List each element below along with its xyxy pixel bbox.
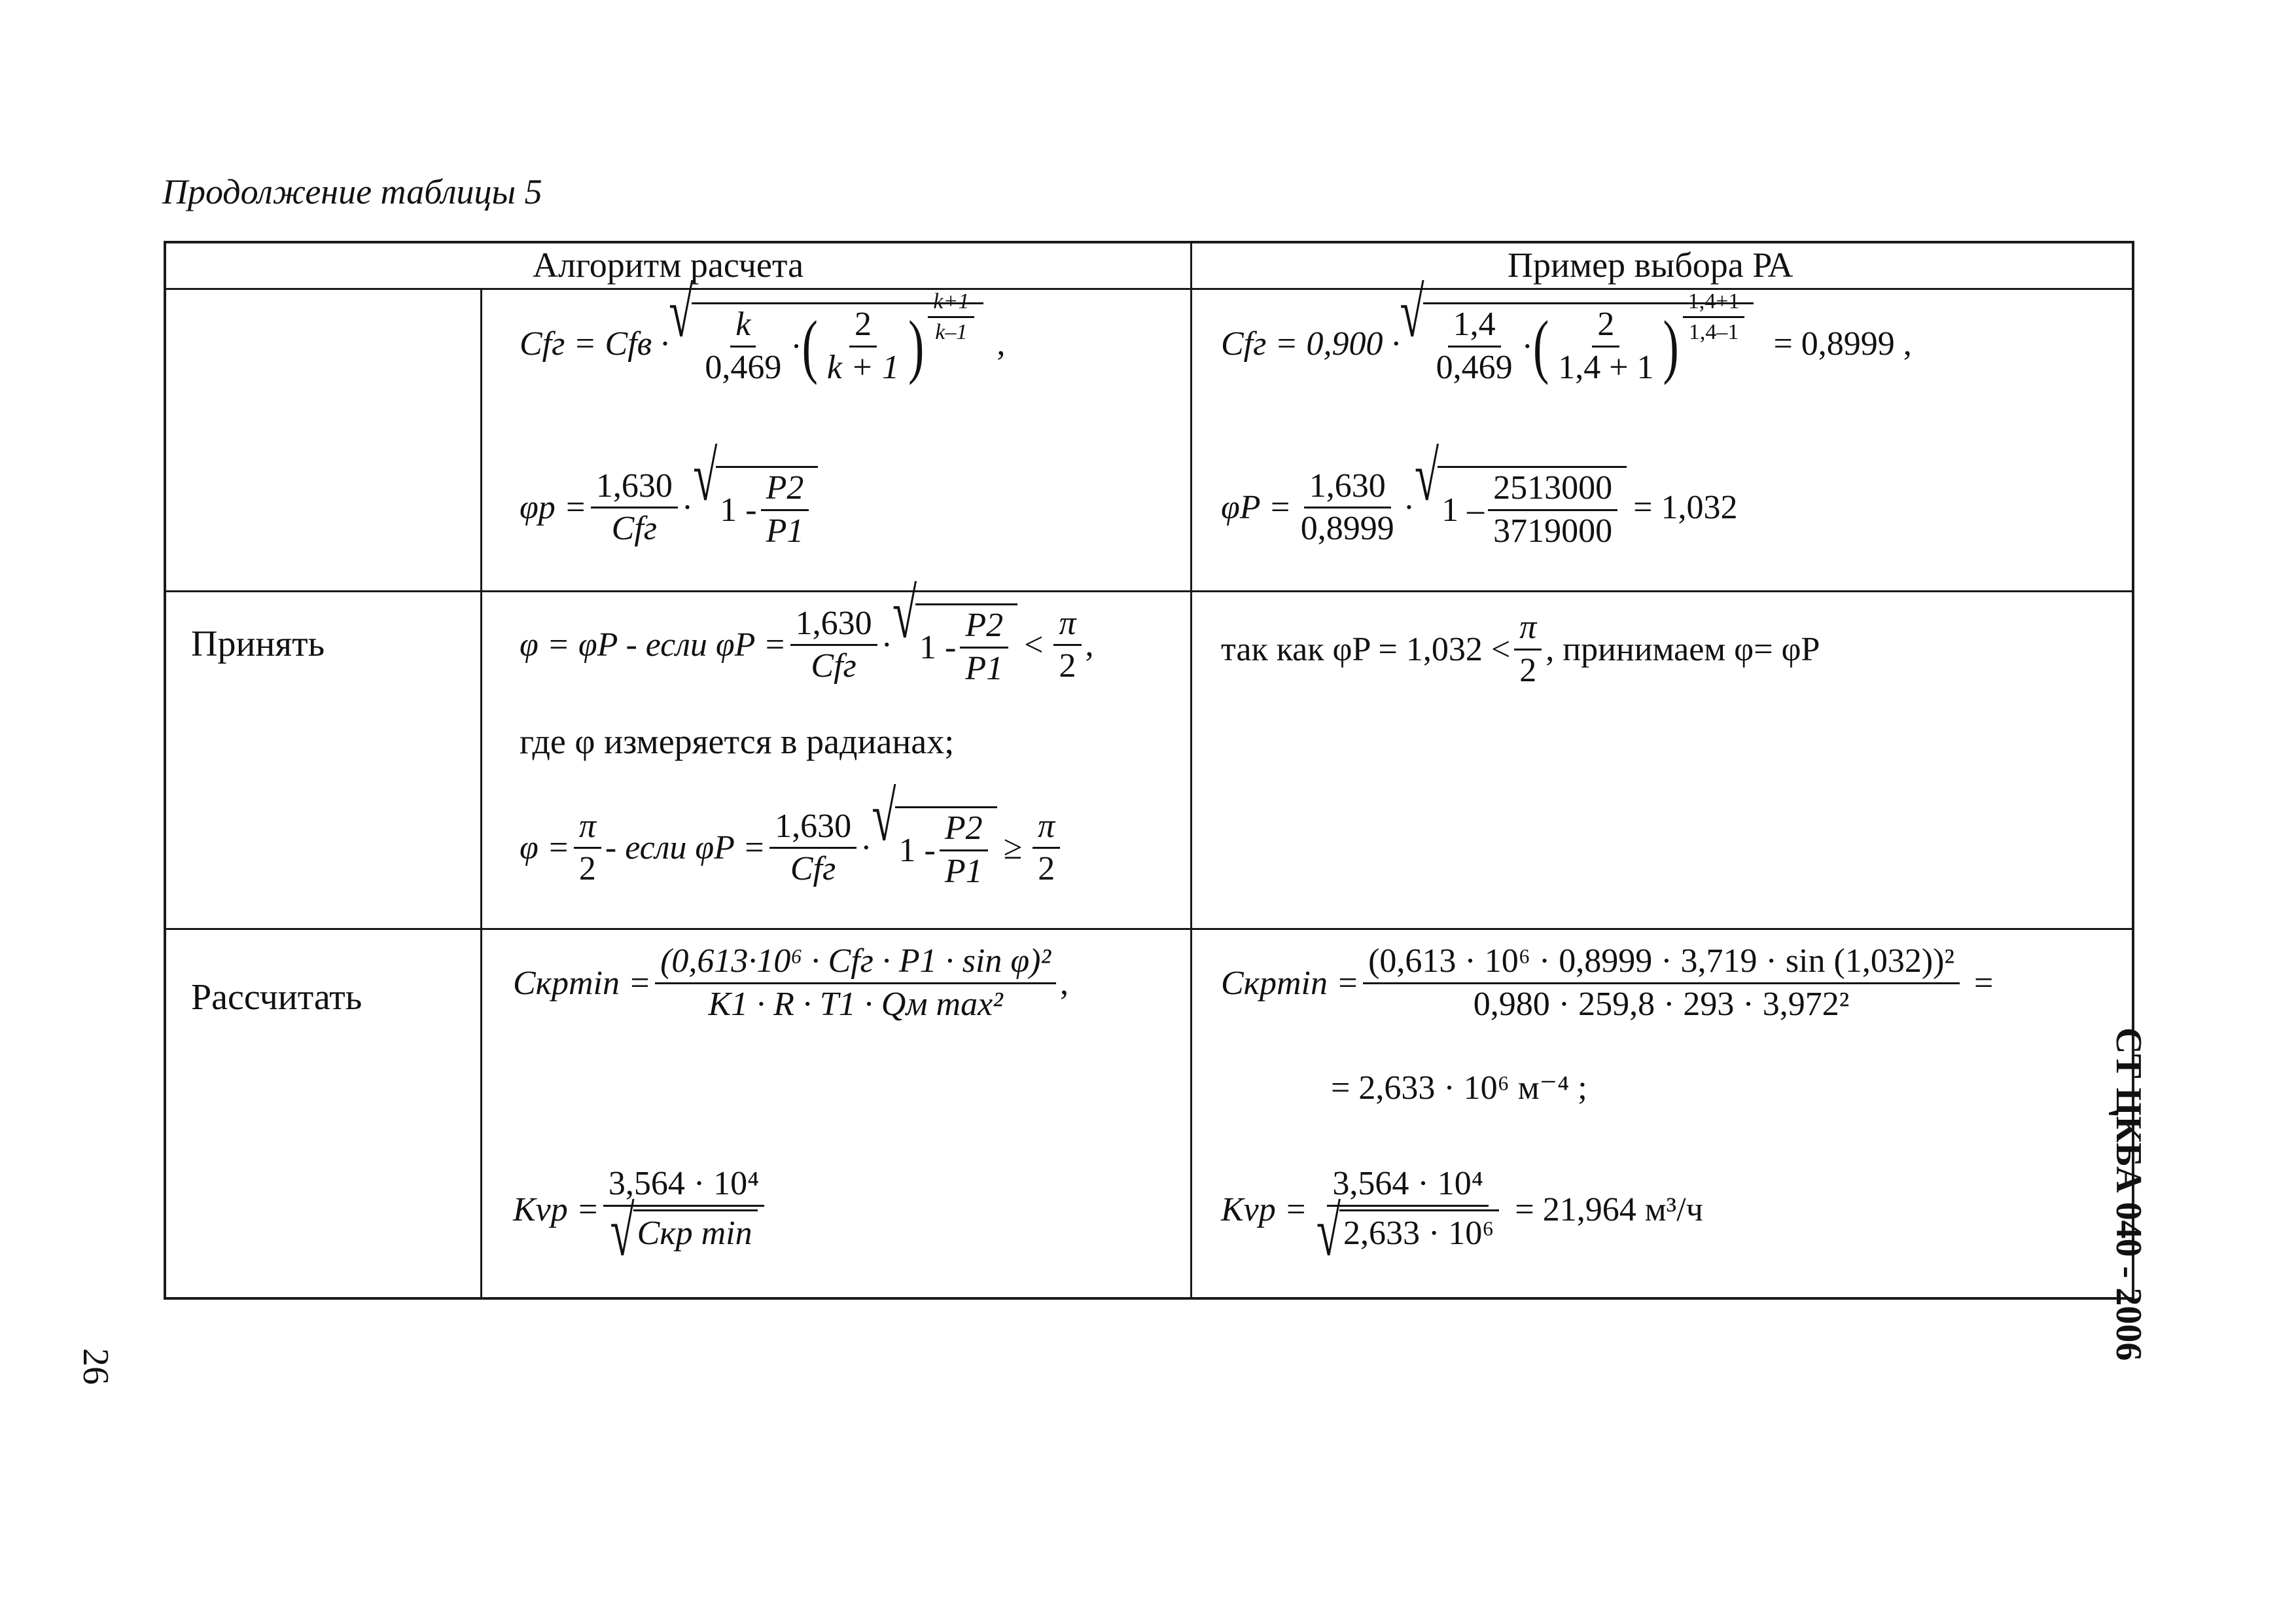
ex-cf-0469: 0,469 — [1436, 348, 1513, 386]
ex-phi-lhs: φP = — [1221, 489, 1292, 527]
document-code: СТ ЦКБА 040 - 2006 — [2108, 1027, 2149, 1361]
row-divider-2 — [166, 928, 2132, 930]
phi-p2: P2 — [761, 471, 809, 511]
cf-kp1: k + 1 — [826, 348, 900, 386]
formula-cf-algorithm — [520, 273, 1006, 386]
cf-exp-den: k–1 — [935, 319, 968, 344]
main-column-divider — [1190, 243, 1192, 1300]
ck-num: (0,613·10⁶ · Cfг · P1 · sin φ)² — [655, 944, 1056, 984]
ex-ck-eq: = — [1974, 964, 1994, 1002]
cf-k: k — [730, 307, 756, 348]
accept3-two: 2 — [578, 850, 596, 888]
ex-kv-result: = 21,964 м³/ч — [1515, 1191, 1703, 1229]
ex-phi-p2: 2513000 — [1488, 471, 1617, 511]
accept-ex-pi: π — [1514, 610, 1542, 651]
kv-num: 3,564 · 10⁴ — [603, 1166, 764, 1207]
accept-sqrt: √ 1 - $\frac{P2}{P1}$ — [892, 603, 1017, 687]
ck-tail: , — [1060, 964, 1069, 1002]
accept-lt: < — [1024, 626, 1044, 664]
formula-accept-line1: φ = φP - если φP = $\frac{1,630}{\text{Cfг}}$ · √ 1 - $\frac{P2}{P1}$ < $\frac{\pi}{2}$ , — [520, 574, 1094, 687]
ex-cf-result: = 0,8999 , — [1773, 325, 1912, 363]
accept-ex-b: , принимаем φ= φP — [1545, 630, 1820, 668]
ck-lhs: Cкpmin = — [513, 964, 652, 1002]
ex-phi-den: 0,8999 — [1300, 510, 1394, 548]
ex-kv-den: 2,633 · 10⁶ — [1339, 1209, 1499, 1254]
accept-p1: P1 — [965, 649, 1004, 687]
cf-sqrt: √ $\frac{k}{0,469}$ · ( $\frac{2}{k + 1}$ ) $\frac{k+1}{k-1}$ — [669, 302, 983, 385]
row-label-calculate: Рассчитать — [191, 977, 362, 1018]
ex-cf-exp-num: 1,4+1 — [1683, 290, 1745, 318]
ex-ck-den: 0,980 · 259,8 · 293 · 3,972² — [1473, 985, 1850, 1023]
ex-ck-num: (0,613 · 10⁶ · 0,8999 · 3,719 · sin (1,032))² — [1363, 944, 1960, 984]
accept-pi: π — [1053, 606, 1081, 647]
accept-den: Cfг — [811, 647, 857, 685]
ex-cf-14: 1,4 — [1448, 307, 1501, 348]
ex-ck-result: = 2,633 · 10⁶ м⁻⁴ ; — [1331, 1069, 1587, 1107]
phi-num: 1,630 — [591, 469, 678, 509]
ex-phi-sqrt: √ 1 – $\frac{2513000}{3719000}$ — [1415, 466, 1627, 549]
phi-den: Cfг — [611, 510, 658, 548]
ck-den: K1 · R · T1 · Qм max² — [708, 985, 1003, 1023]
formula-phi-example: φP = $\frac{1,630}{0,8999}$ · √ 1 – $\frac{2513000}{3719000}$ = 1,032 — [1221, 437, 1738, 550]
ex-phi-num: 1,630 — [1304, 469, 1391, 509]
accept3-pi: π — [574, 809, 601, 849]
kv-den: Cкp min — [633, 1209, 758, 1254]
ex-phi-p1: 3719000 — [1493, 512, 1613, 550]
accept3-ge: ≥ — [1003, 829, 1023, 867]
cf-lhs: Cfг = Cfв · — [520, 325, 669, 363]
formula-accept-example — [1221, 610, 1820, 688]
ex-kv-lhs: Kvp = — [1221, 1191, 1307, 1229]
accept3-one: 1 - — [898, 831, 936, 869]
formula-phi-algorithm: φp = $\frac{1,630}{\text{Cfг}}$ · √ 1 - $\frac{P2}{P1}$ — [520, 466, 818, 549]
ex-ck-lhs: Cкpmin = — [1221, 964, 1360, 1002]
cf-0469: 0,469 — [705, 348, 782, 386]
phi-lhs: φp = — [520, 489, 587, 527]
accept-line1-a: φ = φP - если φP = — [520, 626, 786, 664]
formula-kv-algorithm: Kvp = 3,564 · 10⁴ √ Cкp min — [513, 1166, 768, 1253]
ex-cf-sqrt: √ $\frac{1,4}{0,469}$ · ( $\frac{2}{1,4 + 1}$ ) $\frac{1,4+1}{1,4-1}$ — [1400, 302, 1754, 385]
ex-phi-result: = 1,032 — [1633, 489, 1738, 527]
table-caption: Продолжение таблицы 5 — [162, 172, 542, 211]
accept-ex-a: так как φP = 1,032 < — [1221, 630, 1511, 668]
ex-cf-two: 2 — [1592, 307, 1619, 348]
ex-cf-lhs: Cfг = 0,900 · — [1221, 325, 1400, 363]
formula-kv-example: Kvp = 3,564 · 10⁴ √ 2,633 · 10⁶ = 21,964 м³/ч — [1221, 1165, 1703, 1270]
phi-sqrt: √ 1 - $\frac{P2}{P1}$ — [693, 466, 818, 549]
calc-table — [164, 241, 2134, 1300]
accept-num: 1,630 — [790, 606, 877, 647]
ex-phi-one: 1 – — [1441, 491, 1485, 529]
accept-one: 1 - — [919, 628, 957, 666]
accept3-sqrt: √ 1 - $\frac{P2}{P1}$ — [872, 806, 997, 889]
cf-tail: , — [997, 325, 1006, 363]
formula-ck-algorithm — [513, 944, 1069, 1022]
accept-line3-a: φ = — [520, 829, 570, 867]
accept-line3-b: - если φP = — [605, 829, 766, 867]
formula-ck-example — [1221, 944, 1993, 1022]
accept3-p2: P2 — [940, 811, 988, 851]
accept3-p1: P1 — [944, 852, 983, 890]
page-number: 26 — [75, 1348, 116, 1385]
row-label-accept: Принять — [191, 624, 325, 664]
cf-exp-num: k+1 — [928, 290, 974, 318]
accept-ex-two: 2 — [1519, 651, 1537, 689]
ex-cf-141: 1,4 + 1 — [1558, 348, 1654, 386]
header-divider — [166, 288, 2132, 290]
accept3-two2: 2 — [1038, 850, 1055, 888]
row-divider-1 — [166, 590, 2132, 592]
accept-comma: , — [1085, 626, 1094, 664]
formula-accept-line3: φ = $\frac{\pi}{2}$ - если φP = $\frac{1,630}{\text{Cfг}}$ · √ 1 - $\frac{P2}{P1}$ ≥ $\frac{\pi}{2}$ — [520, 806, 1064, 889]
phi-p1: P1 — [766, 512, 804, 550]
accept3-den: Cfг — [790, 850, 836, 888]
label-column-divider — [480, 288, 482, 1300]
ex-kv-num: 3,564 · 10⁴ — [1327, 1166, 1488, 1207]
ex-cf-exp-den: 1,4–1 — [1688, 319, 1739, 344]
phi-one: 1 - — [720, 491, 757, 529]
accept-p2: P2 — [960, 608, 1008, 649]
accept3-num: 1,630 — [769, 809, 857, 849]
accept3-pi2: π — [1033, 809, 1060, 849]
kv-lhs: Kvp = — [513, 1191, 599, 1229]
cf-two: 2 — [849, 307, 877, 348]
formula-cf-example — [1221, 273, 1912, 386]
accept-two: 2 — [1059, 647, 1076, 685]
header-example: Пример выбора РА — [1508, 245, 1793, 285]
accept-line2: где φ измеряется в радианах; — [520, 722, 955, 761]
header-algorithm: Алгоритм расчета — [533, 245, 804, 285]
